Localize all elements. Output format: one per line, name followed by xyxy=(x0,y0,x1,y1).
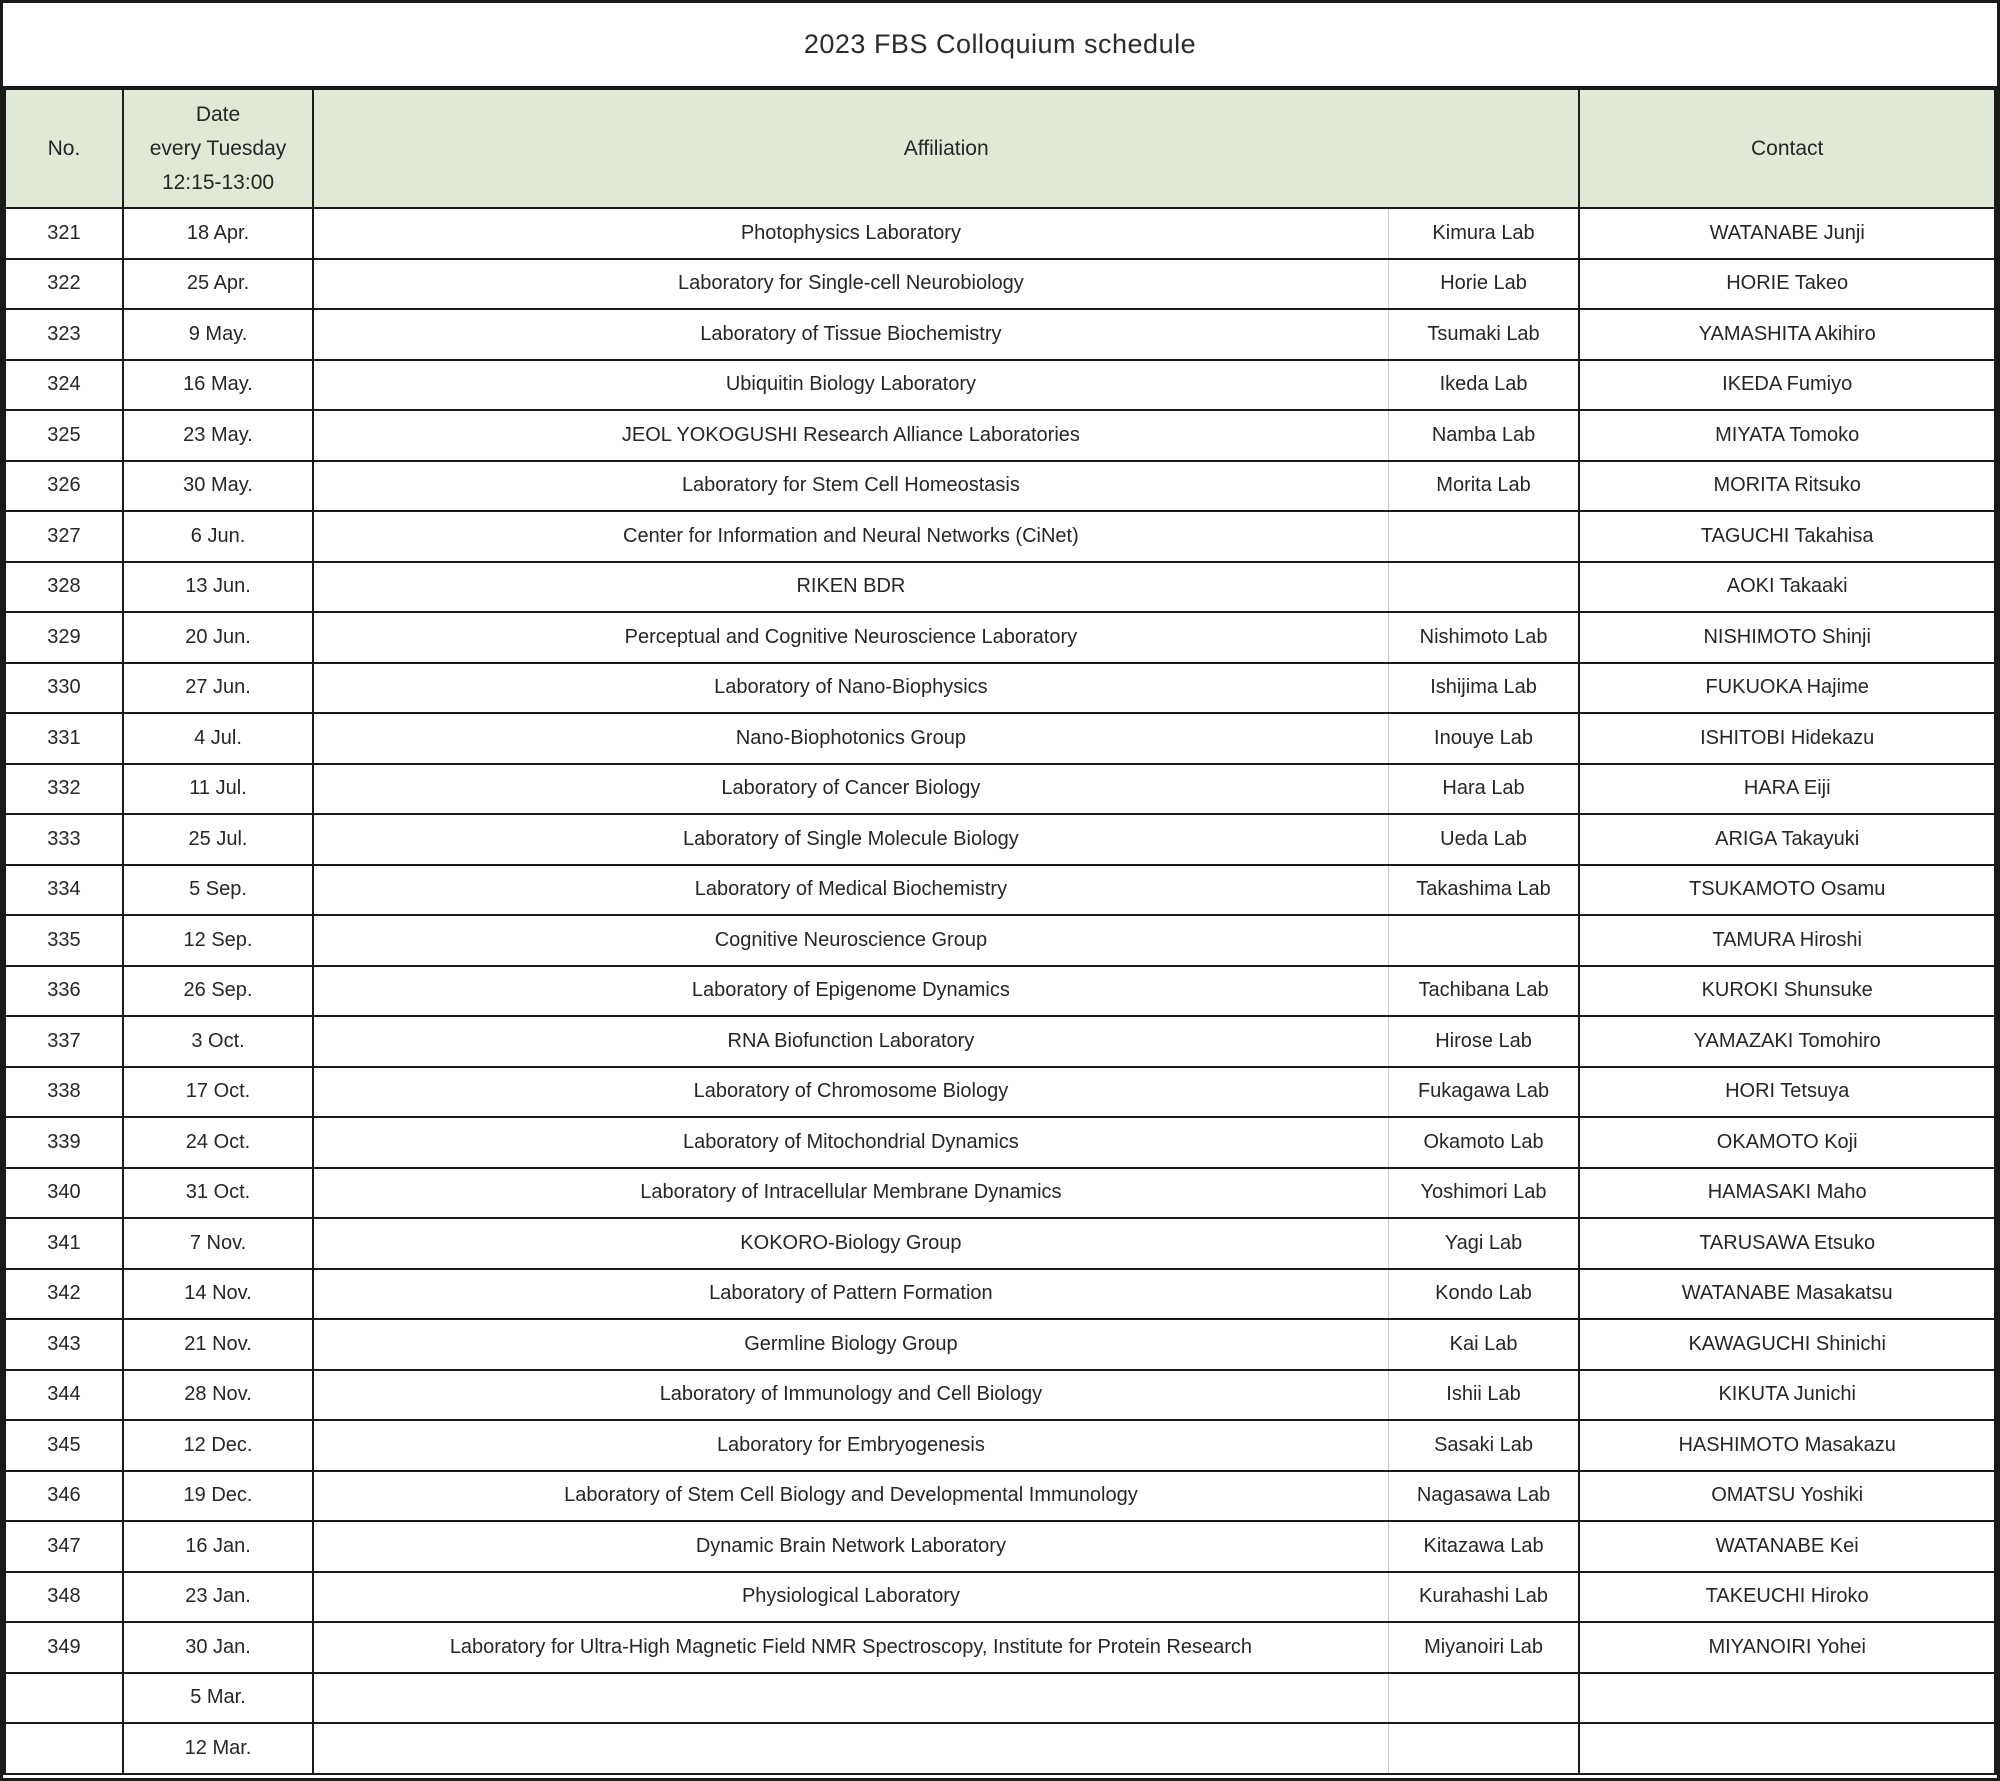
table-row xyxy=(5,1673,1996,1724)
cell-contact: KIKUTA Junichi xyxy=(1579,1370,1995,1421)
cell-no: 328 xyxy=(5,562,123,613)
cell-no: 349 xyxy=(5,1622,123,1673)
cell-contact: WATANABE Junji xyxy=(1579,208,1995,259)
cell-no: 323 xyxy=(5,309,123,360)
cell-contact: KUROKI Shunsuke xyxy=(1579,966,1995,1017)
cell-affiliation: KOKORO-Biology Group xyxy=(313,1218,1388,1269)
table-row xyxy=(5,1117,1996,1168)
cell-affiliation: Perceptual and Cognitive Neuroscience Laboratory xyxy=(313,612,1388,663)
cell-contact: MIYATA Tomoko xyxy=(1579,410,1995,461)
cell-date: 26 Sep. xyxy=(123,966,313,1017)
cell-affiliation: Laboratory of Cancer Biology xyxy=(313,764,1388,815)
cell-affiliation: Nano-Biophotonics Group xyxy=(313,713,1388,764)
cell-no: 334 xyxy=(5,865,123,916)
table-row xyxy=(5,915,1996,966)
cell-affiliation: Laboratory of Chromosome Biology xyxy=(313,1067,1388,1118)
cell-date: 27 Jun. xyxy=(123,663,313,714)
header-row xyxy=(5,89,1996,208)
cell-lab: Miyanoiri Lab xyxy=(1388,1622,1579,1673)
cell-no: 345 xyxy=(5,1420,123,1471)
cell-affiliation xyxy=(313,1673,1388,1724)
cell-affiliation: Laboratory of Intracellular Membrane Dynamics xyxy=(313,1168,1388,1219)
table-row xyxy=(5,360,1996,411)
cell-lab: Ueda Lab xyxy=(1388,814,1579,865)
column-header-affiliation: Affiliation xyxy=(313,89,1579,208)
table-row xyxy=(5,1319,1996,1370)
cell-no: 330 xyxy=(5,663,123,714)
cell-affiliation: Germline Biology Group xyxy=(313,1319,1388,1370)
cell-lab: Nagasawa Lab xyxy=(1388,1471,1579,1522)
cell-date: 30 May. xyxy=(123,461,313,512)
cell-date: 20 Jun. xyxy=(123,612,313,663)
cell-date: 17 Oct. xyxy=(123,1067,313,1118)
cell-lab: Tsumaki Lab xyxy=(1388,309,1579,360)
cell-no: 322 xyxy=(5,259,123,310)
cell-affiliation: Center for Information and Neural Networks (CiNet) xyxy=(313,511,1388,562)
cell-date: 5 Mar. xyxy=(123,1673,313,1724)
column-header-no: No. xyxy=(5,89,123,208)
cell-no: 341 xyxy=(5,1218,123,1269)
page-title: 2023 FBS Colloquium schedule xyxy=(803,29,1197,59)
cell-contact: NISHIMOTO Shinji xyxy=(1579,612,1995,663)
cell-contact: YAMAZAKI Tomohiro xyxy=(1579,1016,1995,1067)
table-row xyxy=(5,1622,1996,1673)
cell-no: 343 xyxy=(5,1319,123,1370)
cell-date: 28 Nov. xyxy=(123,1370,313,1421)
cell-contact: WATANABE Masakatsu xyxy=(1579,1269,1995,1320)
cell-date: 12 Dec. xyxy=(123,1420,313,1471)
cell-affiliation: Laboratory for Embryogenesis xyxy=(313,1420,1388,1471)
cell-date: 24 Oct. xyxy=(123,1117,313,1168)
cell-date: 16 May. xyxy=(123,360,313,411)
cell-lab: Yagi Lab xyxy=(1388,1218,1579,1269)
cell-affiliation: Laboratory of Nano-Biophysics xyxy=(313,663,1388,714)
cell-contact: TSUKAMOTO Osamu xyxy=(1579,865,1995,916)
cell-no: 338 xyxy=(5,1067,123,1118)
schedule-table xyxy=(3,88,1997,1775)
cell-affiliation: Laboratory for Single-cell Neurobiology xyxy=(313,259,1388,310)
cell-affiliation: Laboratory of Medical Biochemistry xyxy=(313,865,1388,916)
cell-date: 19 Dec. xyxy=(123,1471,313,1522)
cell-no: 332 xyxy=(5,764,123,815)
table-row xyxy=(5,1067,1996,1118)
cell-contact: TAGUCHI Takahisa xyxy=(1579,511,1995,562)
cell-lab: Hirose Lab xyxy=(1388,1016,1579,1067)
cell-contact: HASHIMOTO Masakazu xyxy=(1579,1420,1995,1471)
cell-lab: Okamoto Lab xyxy=(1388,1117,1579,1168)
table-row xyxy=(5,1218,1996,1269)
cell-no: 331 xyxy=(5,713,123,764)
cell-lab: Hara Lab xyxy=(1388,764,1579,815)
cell-date: 23 May. xyxy=(123,410,313,461)
cell-contact: OKAMOTO Koji xyxy=(1579,1117,1995,1168)
cell-no: 347 xyxy=(5,1521,123,1572)
table-row xyxy=(5,1572,1996,1623)
table-row xyxy=(5,1420,1996,1471)
cell-contact: TARUSAWA Etsuko xyxy=(1579,1218,1995,1269)
cell-date: 6 Jun. xyxy=(123,511,313,562)
cell-date: 21 Nov. xyxy=(123,1319,313,1370)
cell-contact: FUKUOKA Hajime xyxy=(1579,663,1995,714)
cell-lab: Sasaki Lab xyxy=(1388,1420,1579,1471)
cell-contact: MIYANOIRI Yohei xyxy=(1579,1622,1995,1673)
cell-lab xyxy=(1388,511,1579,562)
cell-date: 12 Sep. xyxy=(123,915,313,966)
cell-affiliation: Laboratory of Epigenome Dynamics xyxy=(313,966,1388,1017)
cell-lab: Kitazawa Lab xyxy=(1388,1521,1579,1572)
table-row xyxy=(5,1471,1996,1522)
header-date-line-1: Date xyxy=(195,102,241,126)
cell-no: 340 xyxy=(5,1168,123,1219)
cell-contact: HARA Eiji xyxy=(1579,764,1995,815)
cell-no: 329 xyxy=(5,612,123,663)
cell-lab: Fukagawa Lab xyxy=(1388,1067,1579,1118)
table-row xyxy=(5,865,1996,916)
title-band xyxy=(3,3,1997,88)
cell-contact xyxy=(1579,1723,1995,1774)
cell-lab: Morita Lab xyxy=(1388,461,1579,512)
cell-affiliation: Ubiquitin Biology Laboratory xyxy=(313,360,1388,411)
cell-lab: Ishii Lab xyxy=(1388,1370,1579,1421)
cell-affiliation: Laboratory of Mitochondrial Dynamics xyxy=(313,1117,1388,1168)
cell-date: 12 Mar. xyxy=(123,1723,313,1774)
cell-affiliation xyxy=(313,1723,1388,1774)
cell-contact: HORI Tetsuya xyxy=(1579,1067,1995,1118)
cell-contact xyxy=(1579,1673,1995,1724)
cell-affiliation: Physiological Laboratory xyxy=(313,1572,1388,1623)
cell-affiliation: Laboratory of Immunology and Cell Biology xyxy=(313,1370,1388,1421)
table-row xyxy=(5,461,1996,512)
cell-no: 339 xyxy=(5,1117,123,1168)
cell-lab xyxy=(1388,1723,1579,1774)
cell-affiliation: Laboratory of Stem Cell Biology and Developmental Immunology xyxy=(313,1471,1388,1522)
header-date-line-2: every Tuesday xyxy=(149,136,287,160)
cell-no xyxy=(5,1723,123,1774)
cell-date: 9 May. xyxy=(123,309,313,360)
cell-no: 325 xyxy=(5,410,123,461)
cell-lab: Kondo Lab xyxy=(1388,1269,1579,1320)
cell-date: 5 Sep. xyxy=(123,865,313,916)
cell-contact: HORIE Takeo xyxy=(1579,259,1995,310)
cell-no: 333 xyxy=(5,814,123,865)
cell-lab xyxy=(1388,1673,1579,1724)
table-body xyxy=(5,208,1996,1774)
cell-no: 327 xyxy=(5,511,123,562)
cell-affiliation: RNA Biofunction Laboratory xyxy=(313,1016,1388,1067)
cell-no: 344 xyxy=(5,1370,123,1421)
cell-no xyxy=(5,1673,123,1724)
table-row xyxy=(5,713,1996,764)
cell-no: 326 xyxy=(5,461,123,512)
cell-contact: YAMASHITA Akihiro xyxy=(1579,309,1995,360)
cell-lab: Namba Lab xyxy=(1388,410,1579,461)
cell-contact: WATANABE Kei xyxy=(1579,1521,1995,1572)
cell-lab: Tachibana Lab xyxy=(1388,966,1579,1017)
cell-affiliation: RIKEN BDR xyxy=(313,562,1388,613)
cell-affiliation: Laboratory for Ultra-High Magnetic Field NMR Spectroscopy, Institute for Protein Research xyxy=(313,1622,1388,1673)
cell-affiliation: Laboratory of Pattern Formation xyxy=(313,1269,1388,1320)
cell-lab: Kurahashi Lab xyxy=(1388,1572,1579,1623)
table-row xyxy=(5,410,1996,461)
table-row xyxy=(5,259,1996,310)
cell-lab: Ikeda Lab xyxy=(1388,360,1579,411)
table-row xyxy=(5,663,1996,714)
table-row xyxy=(5,814,1996,865)
table-row xyxy=(5,1723,1996,1774)
cell-contact: MORITA Ritsuko xyxy=(1579,461,1995,512)
cell-no: 346 xyxy=(5,1471,123,1522)
cell-no: 348 xyxy=(5,1572,123,1623)
cell-lab: Inouye Lab xyxy=(1388,713,1579,764)
cell-lab: Nishimoto Lab xyxy=(1388,612,1579,663)
cell-no: 342 xyxy=(5,1269,123,1320)
cell-date: 31 Oct. xyxy=(123,1168,313,1219)
column-header-contact: Contact xyxy=(1579,89,1995,208)
cell-date: 30 Jan. xyxy=(123,1622,313,1673)
cell-contact: AOKI Takaaki xyxy=(1579,562,1995,613)
table-row xyxy=(5,309,1996,360)
cell-contact: ARIGA Takayuki xyxy=(1579,814,1995,865)
cell-no: 337 xyxy=(5,1016,123,1067)
table-row xyxy=(5,562,1996,613)
table-row xyxy=(5,208,1996,259)
cell-date: 14 Nov. xyxy=(123,1269,313,1320)
cell-affiliation: JEOL YOKOGUSHI Research Alliance Laboratories xyxy=(313,410,1388,461)
cell-lab: Horie Lab xyxy=(1388,259,1579,310)
table-row xyxy=(5,1016,1996,1067)
header-date-line-3: 12:15-13:00 xyxy=(161,170,275,194)
table-row xyxy=(5,764,1996,815)
table-row xyxy=(5,966,1996,1017)
cell-date: 16 Jan. xyxy=(123,1521,313,1572)
cell-no: 321 xyxy=(5,208,123,259)
cell-contact: TAMURA Hiroshi xyxy=(1579,915,1995,966)
cell-affiliation: Photophysics Laboratory xyxy=(313,208,1388,259)
table-row xyxy=(5,511,1996,562)
cell-contact: ISHITOBI Hidekazu xyxy=(1579,713,1995,764)
cell-affiliation: Laboratory of Single Molecule Biology xyxy=(313,814,1388,865)
cell-affiliation: Cognitive Neuroscience Group xyxy=(313,915,1388,966)
cell-lab: Yoshimori Lab xyxy=(1388,1168,1579,1219)
table-header xyxy=(5,89,1996,208)
cell-lab xyxy=(1388,915,1579,966)
cell-date: 23 Jan. xyxy=(123,1572,313,1623)
cell-date: 11 Jul. xyxy=(123,764,313,815)
cell-lab: Takashima Lab xyxy=(1388,865,1579,916)
cell-lab: Kai Lab xyxy=(1388,1319,1579,1370)
cell-lab: Ishijima Lab xyxy=(1388,663,1579,714)
cell-lab xyxy=(1388,562,1579,613)
table-row xyxy=(5,612,1996,663)
cell-date: 3 Oct. xyxy=(123,1016,313,1067)
cell-no: 336 xyxy=(5,966,123,1017)
cell-contact: HAMASAKI Maho xyxy=(1579,1168,1995,1219)
cell-affiliation: Laboratory for Stem Cell Homeostasis xyxy=(313,461,1388,512)
cell-date: 4 Jul. xyxy=(123,713,313,764)
cell-contact: KAWAGUCHI Shinichi xyxy=(1579,1319,1995,1370)
cell-date: 7 Nov. xyxy=(123,1218,313,1269)
cell-lab: Kimura Lab xyxy=(1388,208,1579,259)
cell-affiliation: Laboratory of Tissue Biochemistry xyxy=(313,309,1388,360)
table-row xyxy=(5,1269,1996,1320)
column-header-date xyxy=(123,89,313,208)
cell-contact: TAKEUCHI Hiroko xyxy=(1579,1572,1995,1623)
table-row xyxy=(5,1370,1996,1421)
cell-no: 324 xyxy=(5,360,123,411)
table-row xyxy=(5,1168,1996,1219)
cell-contact: IKEDA Fumiyo xyxy=(1579,360,1995,411)
cell-no: 335 xyxy=(5,915,123,966)
cell-contact: OMATSU Yoshiki xyxy=(1579,1471,1995,1522)
cell-date: 25 Apr. xyxy=(123,259,313,310)
cell-affiliation: Dynamic Brain Network Laboratory xyxy=(313,1521,1388,1572)
cell-date: 18 Apr. xyxy=(123,208,313,259)
cell-date: 25 Jul. xyxy=(123,814,313,865)
table-row xyxy=(5,1521,1996,1572)
cell-date: 13 Jun. xyxy=(123,562,313,613)
